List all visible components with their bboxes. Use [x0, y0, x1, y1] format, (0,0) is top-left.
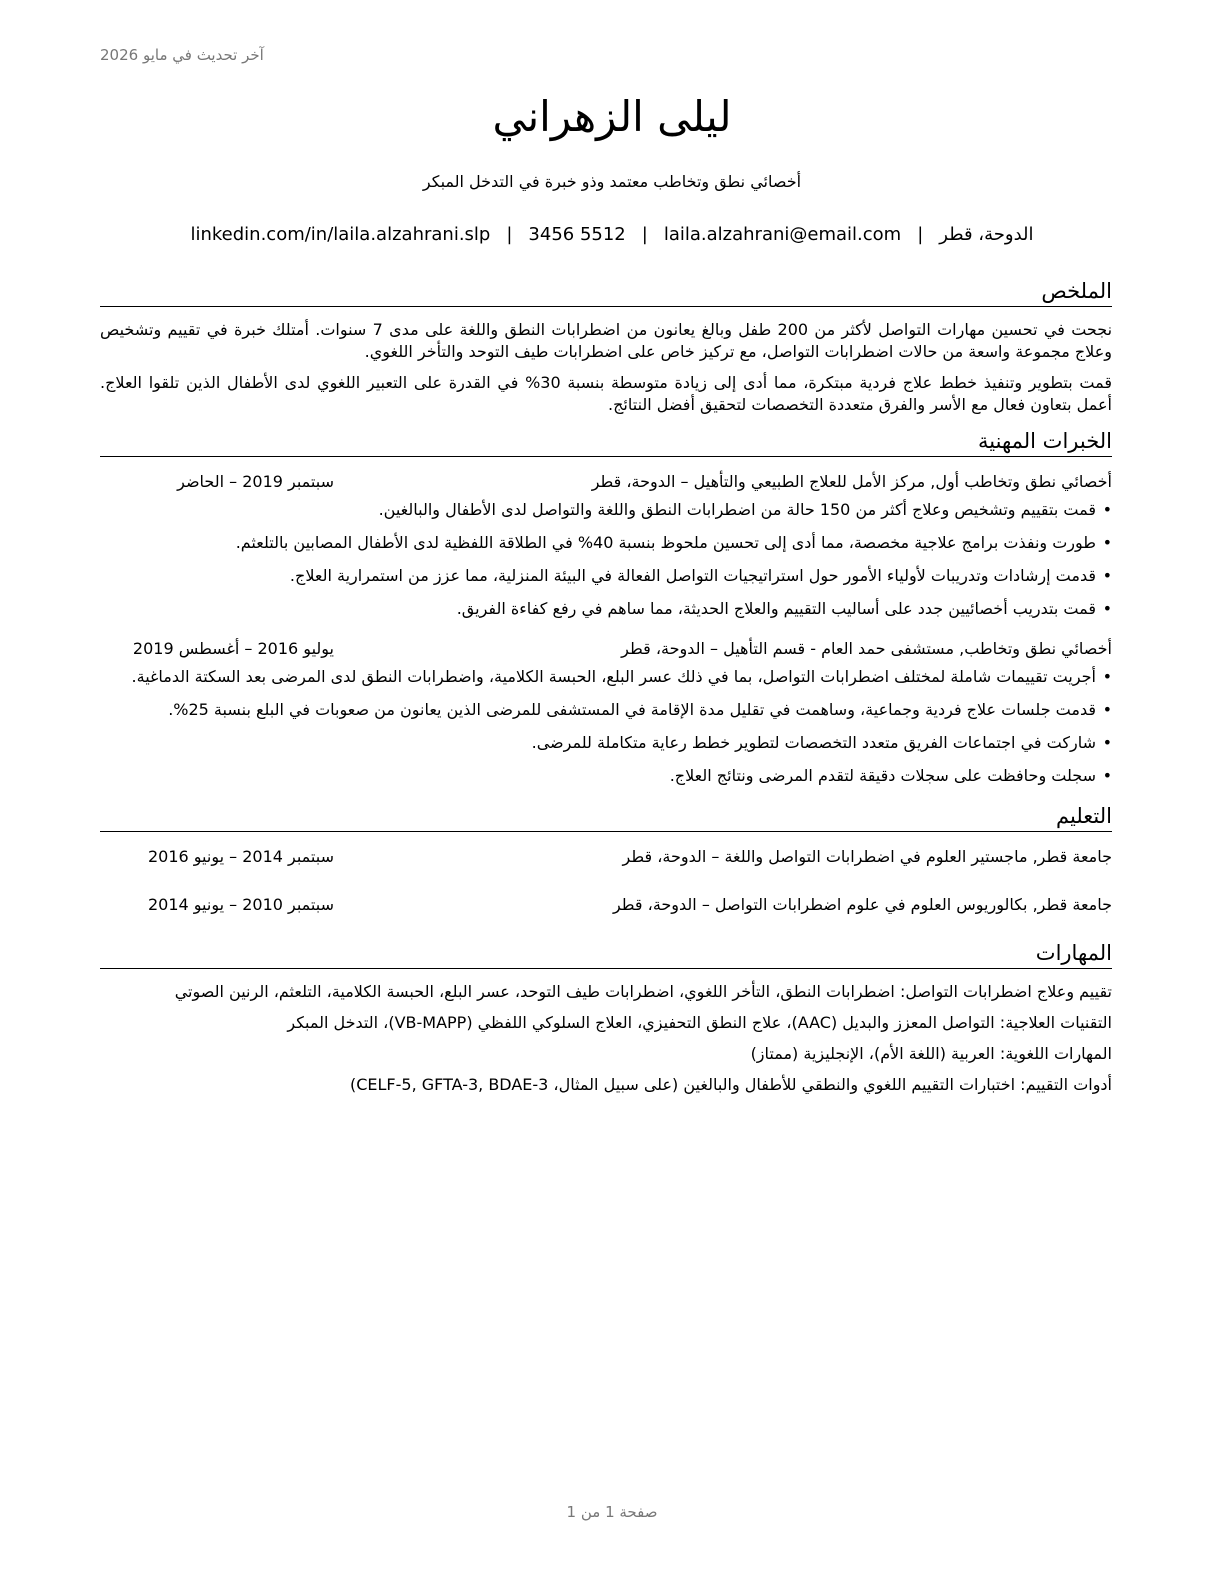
experience-section	[100, 428, 1112, 787]
list-item	[100, 765, 1112, 787]
contact-separator: |	[641, 224, 648, 245]
candidate-headline: أخصائي نطق وتخاطب معتمد وذو خبرة في التدخل المبكر	[422, 172, 802, 191]
bullet-text: شاركت في اجتماعات الفريق متعدد التخصصات لتطوير خطط رعاية متكاملة للمرضى.	[531, 733, 1096, 752]
job-header	[100, 469, 1112, 495]
job-bullets	[100, 666, 1112, 787]
bullet-icon: •	[1102, 766, 1112, 785]
education-dates: سبتمبر 2010 – يونيو 2014	[147, 895, 334, 914]
job-dates: يوليو 2016 – أغسطس 2019	[132, 639, 334, 658]
skill-line: التقنيات العلاجية: التواصل المعزز والبديل (AAC)، علاج النطق التحفيزي، العلاج السلوكي اللفظي (VB-MAPP)، التدخل المبكر	[287, 1013, 1112, 1032]
bullet-text: قمت بتدريب أخصائيين جدد على أساليب التقييم والعلاج الحديثة، مما ساهم في رفع كفاءة الفريق.	[456, 599, 1096, 618]
job-entry	[100, 469, 1112, 620]
job-role: أخصائي نطق وتخاطب, مستشفى حمد العام - قسم التأهيل – الدوحة، قطر	[621, 639, 1112, 658]
summary-paragraph: قمت بتطوير وتنفيذ خطط علاج فردية مبتكرة، مما أدى إلى زيادة متوسطة بنسبة 30% في القدرة على التعبير اللغوي لدى الأطفال الذين تلقوا العلاج. أعمل بتعاون فعال مع الأسر والفرق متعددة التخصصات لتحقيق أفضل النتائج.	[100, 373, 1112, 414]
job-dates: سبتمبر 2019 – الحاضر	[177, 472, 334, 491]
list-item	[100, 565, 1112, 587]
education-dates: سبتمبر 2014 – يونيو 2016	[147, 847, 334, 866]
bullet-text: سجلت وحافظت على سجلات دقيقة لتقدم المرضى ونتائج العلاج.	[669, 766, 1096, 785]
bullet-icon: •	[1102, 700, 1112, 719]
education-section	[100, 803, 1112, 918]
skill-line: المهارات اللغوية: العربية (اللغة الأم)، الإنجليزية (ممتاز)	[750, 1044, 1112, 1063]
bullet-text: قمت بتقييم وتشخيص وعلاج أكثر من 150 حالة من اضطرابات النطق واللغة والتواصل لدى الأطفال والبالغين.	[378, 500, 1096, 519]
list-item	[100, 666, 1112, 688]
section-title: الملخص	[100, 278, 1112, 307]
bullet-text: طورت ونفذت برامج علاجية مخصصة، مما أدى إلى تحسين ملحوظ بنسبة 40% في الطلاقة اللفظية لدى الأطفال المصابين بالتلعثم.	[235, 533, 1096, 552]
bullet-icon: •	[1102, 500, 1112, 519]
page-number: صفحة 1 من 1	[566, 1503, 658, 1521]
section-title: التعليم	[100, 803, 1112, 832]
summary-section	[100, 278, 1112, 416]
summary-paragraph: نجحت في تحسين مهارات التواصل لأكثر من 200 طفل وبالغ يعانون من اضطرابات النطق واللغة على مدى 7 سنوات. أمتلك خبرة في تقييم وتشخيص وعلاج مجموعة واسعة من حالات اضطرابات التواصل، مع تركيز خاص على اضطرابات طيف التوحد والتأخر اللغوي.	[100, 320, 1113, 361]
education-degree: جامعة قطر, ماجستير العلوم في اضطرابات التواصل واللغة – الدوحة، قطر	[622, 847, 1112, 866]
education-entry	[100, 892, 1112, 918]
contact-separator: |	[506, 224, 513, 245]
section-title: المهارات	[100, 940, 1112, 969]
job-header	[100, 636, 1112, 662]
bullet-icon: •	[1102, 667, 1112, 686]
skill-line: أدوات التقييم: اختبارات التقييم اللغوي والنطقي للأطفال والبالغين (على سبيل المثال، CELF-5, GFTA-3, BDAE-3)	[349, 1075, 1112, 1094]
bullet-icon: •	[1102, 733, 1112, 752]
bullet-text: قدمت جلسات علاج فردية وجماعية، وساهمت في تقليل مدة الإقامة في المستشفى للمرضى الذين يعانون من صعوبات في البلع بنسبة 25%.	[168, 700, 1096, 719]
list-item	[100, 699, 1112, 721]
bullet-text: قدمت إرشادات وتدريبات لأولياء الأمور حول استراتيجيات التواصل الفعالة في البيئة المنزلية، مما عزز من استمرارية العلاج.	[289, 566, 1096, 585]
job-bullets	[100, 499, 1112, 620]
candidate-name: ليلى الزهراني	[492, 92, 732, 141]
section-title: الخبرات المهنية	[100, 428, 1112, 457]
contact-linkedin[interactable]: linkedin.com/in/laila.alzahrani.slp	[190, 224, 491, 245]
skills-section	[100, 940, 1112, 1096]
contact-separator: |	[917, 224, 924, 245]
bullet-text: أجريت تقييمات شاملة لمختلف اضطرابات التواصل، بما في ذلك عسر البلع، الحبسة الكلامية، واضطرابات النطق لدى المرضى بعد السكتة الدماغية.	[131, 667, 1096, 686]
bullet-icon: •	[1102, 599, 1112, 618]
list-item	[100, 598, 1112, 620]
education-degree: جامعة قطر, بكالوريوس العلوم في علوم اضطرابات التواصل – الدوحة، قطر	[612, 895, 1112, 914]
contact-line	[0, 224, 1224, 245]
last-updated-note: آخر تحديث في مايو 2026	[100, 46, 264, 64]
resume-body	[100, 278, 1112, 1108]
contact-location: الدوحة، قطر	[939, 224, 1034, 245]
skill-line: تقييم وعلاج اضطرابات التواصل: اضطرابات النطق، التأخر اللغوي، اضطرابات طيف التوحد، عسر البلع، الحبسة الكلامية، التلعثم، الرنين الصوتي	[174, 982, 1112, 1001]
list-item	[100, 732, 1112, 754]
contact-phone[interactable]: 3456 5512	[528, 224, 626, 245]
bullet-icon: •	[1102, 566, 1112, 585]
job-role: أخصائي نطق وتخاطب أول, مركز الأمل للعلاج الطبيعي والتأهيل – الدوحة، قطر	[591, 472, 1112, 491]
bullet-icon: •	[1102, 533, 1112, 552]
list-item	[100, 532, 1112, 554]
education-entry	[100, 844, 1112, 870]
job-entry	[100, 636, 1112, 787]
contact-email[interactable]: laila.alzahrani@email.com	[663, 224, 902, 245]
list-item	[100, 499, 1112, 521]
